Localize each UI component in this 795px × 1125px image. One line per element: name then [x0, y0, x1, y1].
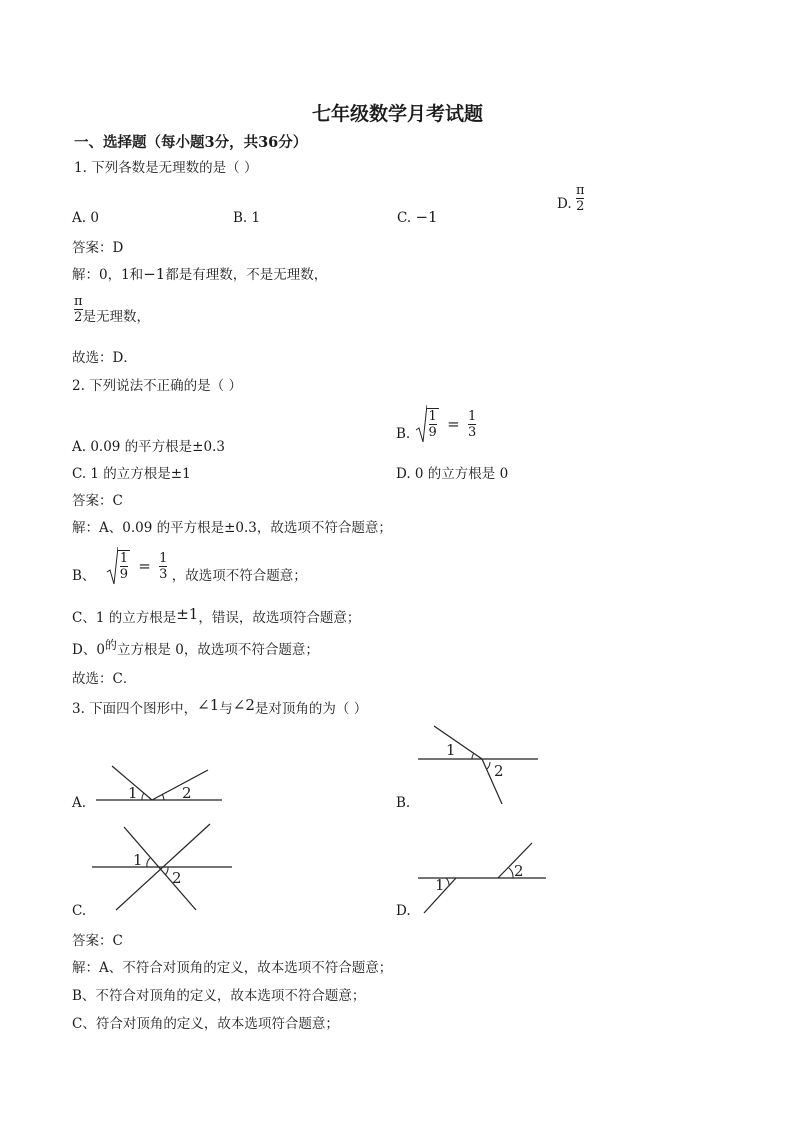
- q3-stem-text: 3. 下面四个图形中，: [72, 701, 198, 717]
- angle-label-1: 1: [446, 741, 456, 759]
- q2-sol-c-text: C、1 的立方根是: [72, 610, 177, 626]
- pi-symbol: π: [575, 183, 585, 198]
- q1-sol-neg-one: −1: [143, 265, 166, 283]
- section-heading: 一、选择题（每小题3分，共36分）: [74, 134, 308, 151]
- q1-option-d[interactable]: [557, 183, 584, 214]
- pi-symbol: π: [74, 294, 83, 309]
- q1-option-c[interactable]: [397, 208, 438, 226]
- q2-sol-c-tail: ，错误，故选项符合题意；: [198, 610, 361, 626]
- q1-option-d-fraction: [576, 183, 585, 214]
- q2-sol-b-tail: ，故选项不符合题意；: [171, 568, 307, 584]
- q2-answer: 答案：C: [72, 493, 123, 509]
- q3-solution-a: 解：A、不符合对顶角的定义，故本选项不符合题意；: [72, 960, 393, 976]
- fraction-denominator: 9: [428, 425, 437, 440]
- q3-stem-tail: 是对顶角的为（ ）: [254, 701, 368, 717]
- q2-option-b[interactable]: [396, 404, 476, 444]
- q2-sol-d-tail: 立方根是 0，故选项不符合题意；: [116, 642, 319, 658]
- q3-figure-d[interactable]: [416, 840, 551, 918]
- q1-stem: 1. 下列各数是无理数的是（ ）: [74, 160, 258, 176]
- q1-option-d-label: D.: [557, 196, 572, 212]
- q1-solution-line2: [74, 294, 150, 325]
- q2-option-c[interactable]: C. 1 的立方根是±1: [72, 466, 191, 482]
- q2-solution-b: [72, 546, 307, 586]
- equals-sign: =: [447, 415, 460, 433]
- q3-option-d-label[interactable]: D.: [396, 903, 411, 919]
- q2-sol-d-text: D、0: [72, 642, 105, 658]
- q3-stem: [72, 697, 367, 717]
- radical-sign-icon: [106, 546, 118, 586]
- fraction-denominator: 9: [119, 567, 128, 582]
- q2-option-a[interactable]: A. 0.09 的平方根是±0.3: [72, 439, 225, 455]
- q2-solution-c: [72, 606, 360, 626]
- q2-option-b-label: B.: [396, 426, 411, 442]
- fraction-numerator: 1: [159, 550, 168, 566]
- q1-sol-text-a: 解：0，1和: [72, 267, 144, 283]
- radicand-fraction: [427, 408, 439, 440]
- fraction-numerator: 1: [119, 551, 128, 566]
- q2-solution-a: 解：A、0.09 的平方根是±0.3，故选项不符合题意；: [72, 520, 392, 536]
- q3-figure-b[interactable]: [416, 722, 541, 807]
- q3-stem-and: 与: [219, 701, 233, 717]
- radicand-fraction: [118, 550, 130, 582]
- angle-2-symbol: ∠2: [232, 696, 255, 714]
- radical-sign-icon: [415, 404, 427, 444]
- q2-option-d[interactable]: D. 0 的立方根是 0: [396, 466, 509, 482]
- q1-choose: 故选：D．: [72, 350, 137, 366]
- q3-figure-c[interactable]: [90, 822, 235, 914]
- angle-label-2: 2: [182, 784, 192, 802]
- q3-solution-b: B、不符合对顶角的定义，故本选项不符合题意；: [72, 988, 366, 1004]
- angle-label-1: 1: [133, 851, 143, 869]
- q1-option-a[interactable]: A. 0: [72, 210, 99, 226]
- fraction-numerator: 1: [428, 409, 437, 424]
- angle-1-symbol: ∠1: [197, 696, 220, 714]
- equals-sign: =: [138, 557, 151, 575]
- q2-sol-b-label: B、: [72, 568, 96, 584]
- q3-option-a-label[interactable]: A.: [72, 795, 87, 811]
- q3-option-c-label[interactable]: C.: [72, 903, 87, 919]
- q1-sol-fraction: [74, 294, 83, 325]
- q1-option-c-value: −1: [415, 208, 438, 226]
- q1-sol-text-c: 都是有理数，不是无理数，: [165, 267, 328, 283]
- fraction-numerator: 1: [467, 408, 477, 424]
- q3-figure-a[interactable]: [90, 762, 230, 807]
- plus-minus-one: ±1: [176, 605, 199, 623]
- fraction-denominator: 2: [576, 199, 585, 214]
- q2-choose: 故选：C．: [72, 671, 137, 687]
- fraction-denominator: 3: [159, 566, 168, 582]
- q1-sol-text: 是无理数，: [82, 309, 151, 325]
- angle-label-1: 1: [435, 876, 445, 894]
- angle-label-2: 2: [514, 862, 524, 880]
- q3-option-b-label[interactable]: B.: [396, 795, 411, 811]
- angle-label-2: 2: [172, 869, 182, 887]
- q2-sol-d-de: 的: [104, 638, 117, 652]
- q3-solution-c: C、符合对顶角的定义，故本选项符合题意；: [72, 1016, 339, 1032]
- q1-answer: 答案：D: [72, 240, 124, 256]
- q1-option-b[interactable]: B. 1: [233, 210, 261, 226]
- q2-solution-d: [72, 638, 319, 658]
- sqrt-expression: [415, 404, 439, 444]
- fraction-denominator: 2: [74, 310, 83, 325]
- sqrt-expression: [106, 546, 130, 586]
- result-fraction: [159, 551, 167, 582]
- fraction-denominator: 3: [467, 424, 477, 440]
- q1-solution-line1: [72, 263, 327, 283]
- angle-label-1: 1: [128, 784, 138, 802]
- result-fraction: [468, 409, 476, 440]
- q2-stem: 2. 下列说法不正确的是（ ）: [72, 378, 242, 394]
- page-title: 七年级数学月考试题: [311, 103, 483, 125]
- q3-answer: 答案：C: [72, 933, 123, 949]
- angle-label-2: 2: [494, 762, 504, 780]
- q1-option-c-label: C.: [397, 210, 412, 226]
